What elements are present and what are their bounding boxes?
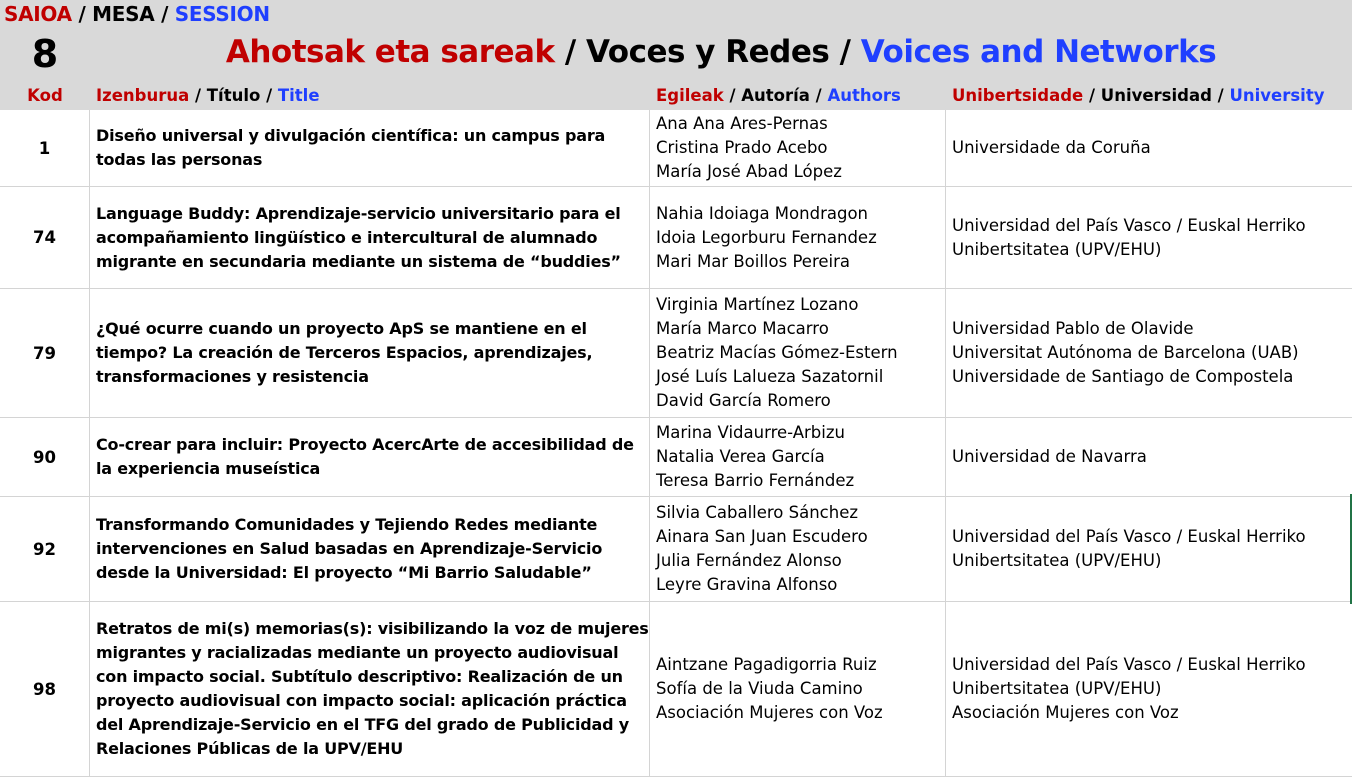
session-label-en: SESSION [174,2,270,26]
university-cell [946,497,1352,601]
university-name: Unibertsitatea (UPV/EHU) [952,679,1162,698]
authors-cell [650,497,946,601]
author-name: Asociación Mujeres con Voz [656,703,883,722]
title-text: ¿Qué ocurre cuando un proyecto ApS se mantiene en el tiempo? La creación de Terceros Espacios, aprendizajes, transformaciones y resistencia [96,319,593,386]
session-title-eu: Ahotsak eta sareak [225,34,555,70]
author-name: José Luís Lalueza Sazatornil [656,367,884,386]
authors-cell [650,602,946,776]
university-cell [946,289,1352,417]
university-name: Unibertsitatea (UPV/EHU) [952,551,1162,570]
author-name: María José Abad López [656,162,842,181]
title-cell [90,289,650,417]
university-cell [946,187,1352,288]
table-row [0,497,1352,602]
university-name: Universidade de Santiago de Compostela [952,367,1294,386]
author-name: Ana Ana Ares-Pernas [656,114,828,133]
column-header-university-en: University [1229,86,1325,105]
kod-cell: 1 [0,110,90,186]
table-row [0,418,1352,497]
session-title-en: Voices and Networks [860,34,1217,70]
title-text: Co-crear para incluir: Proyecto AcercArte de accesibilidad de la experiencia museística [96,435,634,478]
separator: / [266,86,273,105]
author-name: Cristina Prado Acebo [656,138,828,157]
column-header-title-en: Title [277,86,320,105]
title-cell [90,497,650,601]
session-label [4,2,270,26]
title-cell [90,187,650,288]
author-name: Aintzane Pagadigorria Ruiz [656,655,877,674]
author-name: Mari Mar Boillos Pereira [656,251,851,271]
kod-cell: 79 [0,289,90,417]
university-cell [946,602,1352,776]
authors-cell [650,418,946,496]
author-name: David García Romero [656,391,831,410]
separator: / [195,86,202,105]
table-row [0,289,1352,418]
table-row [0,187,1352,289]
session-label-es: MESA [92,2,155,26]
author-name: Natalia Verea García [656,447,825,466]
university-name: Universidad del País Vasco / Euskal Herriko [952,655,1306,674]
kod-cell: 98 [0,602,90,776]
separator: / [78,2,86,26]
session-title [90,34,1352,70]
university-cell [946,418,1352,496]
session-number: 8 [31,32,59,76]
separator: / [839,34,851,70]
column-header-title-eu: Izenburua [96,86,190,105]
session-title-es: Voces y Redes [586,34,830,70]
title-cell [90,418,650,496]
table-row [0,110,1352,187]
author-name: Beatriz Macías Gómez-Estern [656,343,898,362]
separator: / [564,34,576,70]
university-name: Universidad del País Vasco / Euskal Herriko [952,527,1306,546]
author-name: Idoia Legorburu Fernandez [656,227,877,247]
session-header [0,0,1352,110]
author-name: Julia Fernández Alonso [656,551,842,570]
table-row [0,602,1352,777]
authors-cell [650,289,946,417]
separator: / [161,2,169,26]
column-header-authors-es: Autoría [741,86,810,105]
column-header-university [952,86,1324,105]
author-name: Nahia Idoiaga Mondragon [656,203,868,223]
author-name: Virginia Martínez Lozano [656,295,859,314]
author-name: Marina Vidaurre-Arbizu [656,423,845,442]
authors-cell [650,110,946,186]
authors-cell [650,187,946,288]
column-header-authors-eu: Egileak [656,86,724,105]
title-cell [90,602,650,776]
separator: / [1089,86,1096,105]
kod-cell: 74 [0,187,90,288]
author-name: Silvia Caballero Sánchez [656,503,859,522]
separator: / [729,86,736,105]
author-name: Sofía de la Viuda Camino [656,679,863,698]
column-header-authors-en: Authors [827,86,901,105]
author-name: Teresa Barrio Fernández [656,471,855,490]
author-name: Leyre Gravina Alfonso [656,575,838,594]
university-cell [946,110,1352,186]
title-text: Language Buddy: Aprendizaje-servicio universitario para el acompañamiento lingüístico e intercultural de alumnado migrante en secundaria mediante un sistema de “buddies” [96,203,621,271]
session-label-eu: SAIOA [4,2,72,26]
title-text: Retratos de mi(s) memorias(s): visibilizando la voz de mujeres migrantes y racializadas mediante un proyecto audiovisual con impacto social. Subtítulo descriptivo: Realización de un proyecto audiovisual con impacto social: aplicación práctica del Aprendizaje-Servicio en el TFG del grado de Publicidad y Relaciones Públicas de la UPV/EHU [96,619,649,758]
column-header-university-eu: Unibertsidade [952,86,1084,105]
title-text: Transformando Comunidades y Tejiendo Redes mediante intervenciones en Salud basadas en Aprendizaje-Servicio desde la Universidad: El proyecto “Mi Barrio Saludable” [96,515,603,582]
university-name: Universidade da Coruña [952,138,1151,157]
title-text: Diseño universal y divulgación científica: un campus para todas las personas [96,126,606,169]
separator: / [815,86,822,105]
title-cell [90,110,650,186]
column-header-university-es: Universidad [1100,86,1212,105]
university-name: Universidad Pablo de Olavide [952,319,1194,338]
column-header-title-es: Título [206,86,261,105]
university-name: Universidad del País Vasco / Euskal Herriko [952,215,1306,235]
university-name: Universidad de Navarra [952,447,1147,466]
column-header-title [96,86,320,105]
university-name: Universitat Autónoma de Barcelona (UAB) [952,343,1299,362]
university-name: Asociación Mujeres con Voz [952,703,1179,722]
kod-cell: 90 [0,418,90,496]
author-name: María Marco Macarro [656,319,829,338]
column-header-kod: Kod [27,86,63,105]
author-name: Ainara San Juan Escudero [656,527,868,546]
column-header-authors [656,86,901,105]
separator: / [1217,86,1224,105]
kod-cell: 92 [0,497,90,601]
university-name: Unibertsitatea (UPV/EHU) [952,239,1162,259]
